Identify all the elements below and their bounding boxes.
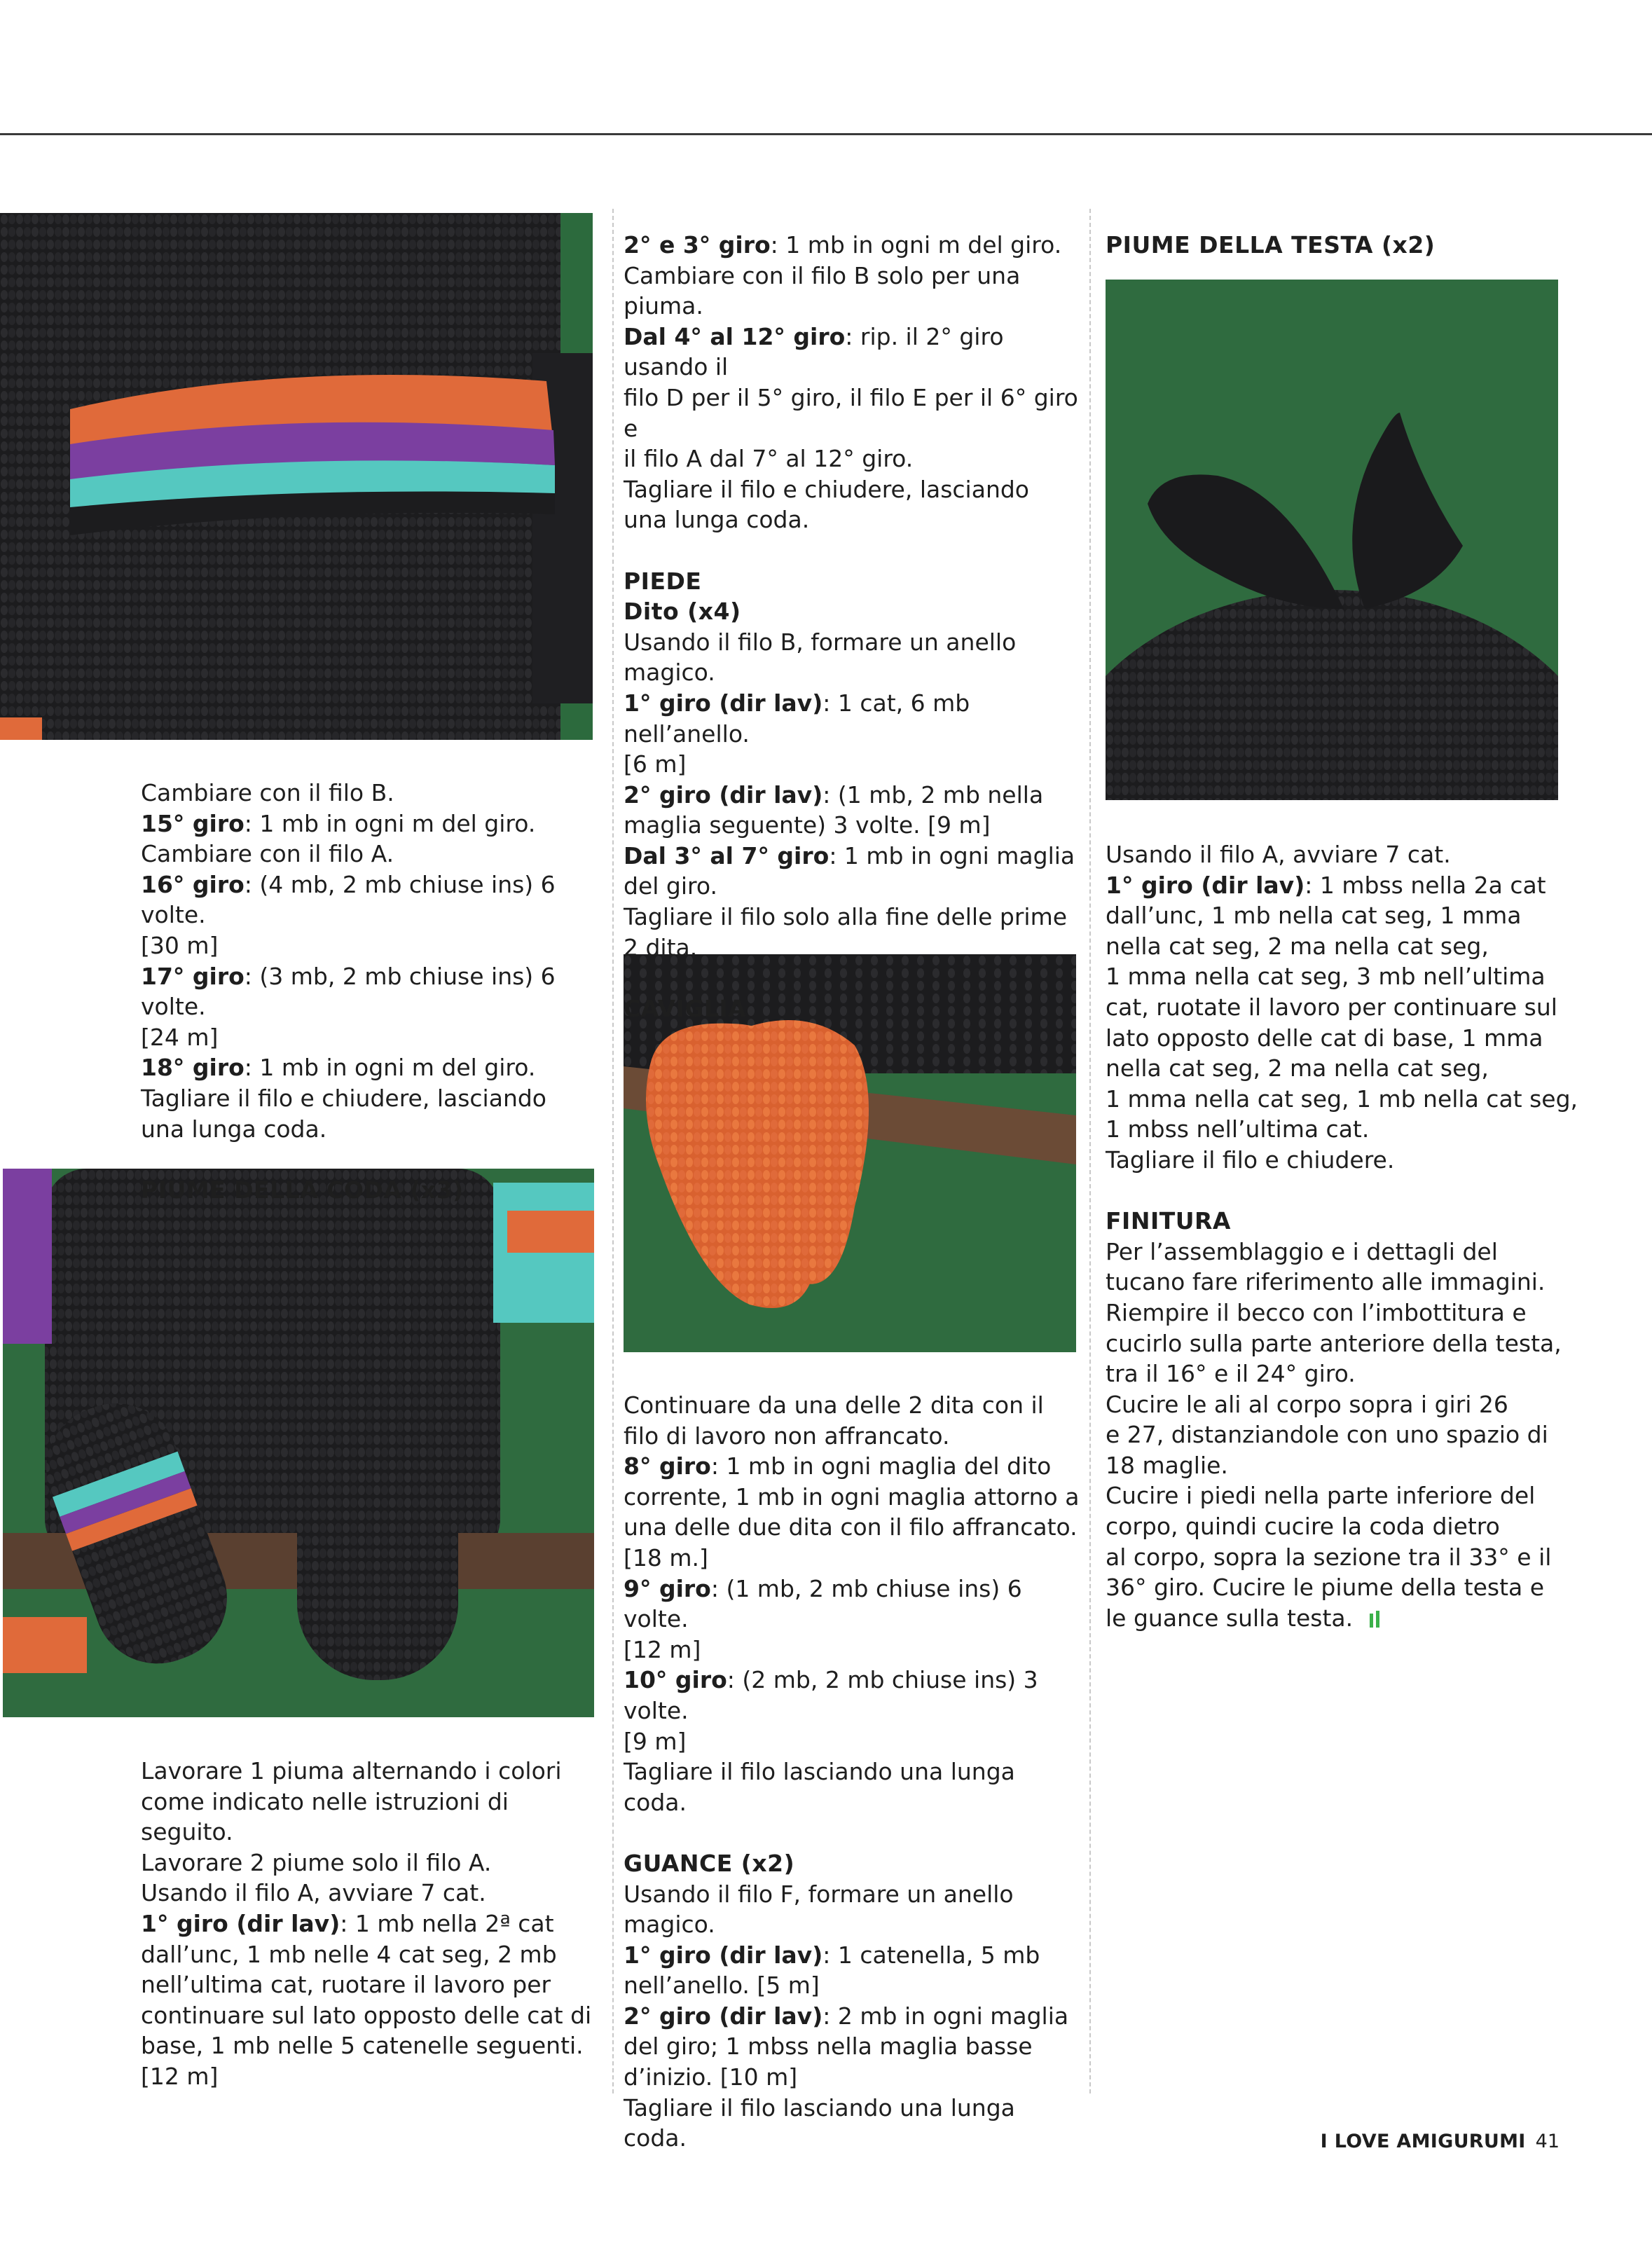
text-line: Tagliare il filo e chiudere. bbox=[1106, 1146, 1395, 1174]
text-line: [6 m] bbox=[624, 750, 687, 778]
text-line: lato opposto delle cat di base, 1 mma bbox=[1106, 1024, 1543, 1052]
text-line: cucirlo sulla parte anteriore della testa, bbox=[1106, 1329, 1562, 1357]
text-line: [24 m] bbox=[141, 1023, 219, 1051]
text-line: 2 dita. bbox=[624, 933, 698, 961]
text-line: le guance sulla testa. bbox=[1106, 1603, 1582, 1635]
section-heading-head-feathers: PIUME DELLA TESTA (x2) bbox=[1106, 231, 1436, 259]
text-line: magico. bbox=[624, 1911, 715, 1939]
text-line: Dal 4° al 12° giro: rip. il 2° giro usando il bbox=[624, 322, 1004, 381]
text-line: seguito. bbox=[141, 1818, 233, 1846]
text-line: tra il 16° e il 24° giro. bbox=[1106, 1360, 1356, 1388]
text-column-3 bbox=[1106, 839, 1582, 1635]
text-line: Cambiare con il filo A. bbox=[141, 840, 394, 868]
text-line: coda. bbox=[624, 1788, 687, 1816]
text-line: [12 m] bbox=[141, 2062, 219, 2090]
text-line: 17° giro: (3 mb, 2 mb chiuse ins) 6 volte. bbox=[141, 962, 556, 1021]
subheading-toe: Dito (x4) bbox=[624, 598, 741, 626]
section-heading-ankle: CAVIGLIA bbox=[624, 994, 747, 1022]
text-line: cat, ruotate il lavoro per continuare sul bbox=[1106, 993, 1557, 1021]
text-line: come indicato nelle istruzioni di bbox=[141, 1787, 509, 1815]
text-line: 1 mma nella cat seg, 1 mb nella cat seg, bbox=[1106, 1085, 1578, 1113]
section-heading-foot: PIEDE bbox=[624, 567, 702, 595]
text-line: Per l’assemblaggio e i dettagli del bbox=[1106, 1237, 1498, 1265]
text-column-2b bbox=[624, 1390, 1086, 2154]
text-line: 2° e 3° giro: 1 mb in ogni m del giro. bbox=[624, 231, 1062, 259]
text-column-1b bbox=[141, 1756, 603, 2092]
end-of-article-icon bbox=[1370, 1604, 1382, 1635]
text-line: 9° giro: (1 mb, 2 mb chiuse ins) 6 volte. bbox=[624, 1574, 1022, 1633]
text-line: magico. bbox=[624, 659, 715, 687]
text-line: e 27, distanziandole con uno spazio di bbox=[1106, 1421, 1548, 1449]
section-heading-finishing: FINITURA bbox=[1106, 1207, 1231, 1235]
text-line: filo di lavoro non affrancato. bbox=[624, 1422, 950, 1450]
text-line: nella cat seg, 2 ma nella cat seg, bbox=[1106, 932, 1489, 960]
text-line: Usando il filo F, formare un anello bbox=[624, 1880, 1014, 1908]
page-number: 41 bbox=[1535, 2131, 1560, 2152]
text-line: Usando il filo B, formare un anello bbox=[624, 628, 1017, 656]
text-line: Tagliare il filo e chiudere, lasciando bbox=[141, 1084, 546, 1112]
text-line: [12 m] bbox=[624, 1635, 701, 1663]
text-line: 10° giro: (2 mb, 2 mb chiuse ins) 3 volte. bbox=[624, 1666, 1038, 1724]
text-line: dall’unc, 1 mb nella cat seg, 1 mma bbox=[1106, 902, 1522, 930]
text-column-3-heading bbox=[1106, 230, 1568, 261]
text-line: una lunga coda. bbox=[141, 1115, 327, 1143]
text-line: 2° giro (dir lav): (1 mb, 2 mb nella bbox=[624, 780, 1044, 809]
page-footer bbox=[1321, 2130, 1560, 2154]
text-line: nell’anello. [5 m] bbox=[624, 1972, 820, 2000]
text-line: Tagliare il filo lasciando una lunga bbox=[624, 2093, 1015, 2121]
top-rule bbox=[0, 133, 1652, 135]
photo-tail bbox=[3, 1169, 594, 1717]
text-line: d’inizio. [10 m] bbox=[624, 2063, 798, 2091]
text-line: corpo, quindi cucire la coda dietro bbox=[1106, 1513, 1500, 1541]
text-line: Cucire le ali al corpo sopra i giri 26 bbox=[1106, 1390, 1508, 1418]
text-line: 16° giro: (4 mb, 2 mb chiuse ins) 6 volte. bbox=[141, 870, 556, 929]
text-line: [30 m] bbox=[141, 931, 219, 959]
column-divider bbox=[1089, 209, 1091, 2093]
text-line: 1 mbss nell’ultima cat. bbox=[1106, 1115, 1370, 1143]
text-line: Cambiare con il filo B solo per una bbox=[624, 261, 1021, 289]
text-line: nella cat seg, 2 ma nella cat seg, bbox=[1106, 1054, 1489, 1082]
text-line: piuma. bbox=[624, 292, 703, 320]
text-line: il filo A dal 7° al 12° giro. bbox=[624, 445, 914, 473]
text-line: [9 m] bbox=[624, 1727, 687, 1755]
text-line: Usando il filo A, avviare 7 cat. bbox=[141, 1879, 486, 1907]
text-line: corrente, 1 mb in ogni maglia attorno a bbox=[624, 1483, 1080, 1511]
text-line: 1° giro (dir lav): 1 cat, 6 mb nell’anello. bbox=[624, 689, 970, 748]
column-divider bbox=[612, 209, 614, 2093]
text-line: Tagliare il filo solo alla fine delle prime bbox=[624, 903, 1068, 931]
section-heading-cheeks: GUANCE (x2) bbox=[624, 1849, 795, 1877]
text-line: Cambiare con il filo B. bbox=[141, 779, 394, 806]
text-line: Dal 3° al 7° giro: 1 mb in ogni maglia bbox=[624, 841, 1075, 869]
text-line: Riempire il becco con l’imbottitura e bbox=[1106, 1298, 1527, 1326]
text-line: 1° giro (dir lav): 1 mbss nella 2a cat bbox=[1106, 871, 1546, 899]
text-column-2a bbox=[624, 230, 1086, 1024]
text-line: dall’unc, 1 mb nelle 4 cat seg, 2 mb bbox=[141, 1940, 557, 1968]
text-line: 15° giro: 1 mb in ogni m del giro. bbox=[141, 809, 536, 837]
text-line: 8° giro: 1 mb in ogni maglia del dito bbox=[624, 1452, 1052, 1480]
text-line: continuare sul lato opposto delle cat di bbox=[141, 2001, 592, 2029]
text-line: una delle due dita con il filo affrancato. bbox=[624, 1513, 1078, 1541]
magazine-name: I LOVE AMIGURUMI bbox=[1320, 2131, 1526, 2152]
section-heading-tail-feathers: PIUME DELLA CODA (x3) bbox=[141, 1176, 464, 1204]
text-line: Lavorare 1 piuma alternando i colori bbox=[141, 1757, 562, 1784]
text-line: 1° giro (dir lav): 1 mb nella 2ª cat bbox=[141, 1909, 554, 1937]
text-line: 36° giro. Cucire le piume della testa e bbox=[1106, 1574, 1545, 1602]
text-line: 1° giro (dir lav): 1 catenella, 5 mb bbox=[624, 1941, 1040, 1969]
text-line: coda. bbox=[624, 2124, 687, 2152]
text-line: tucano fare riferimento alle immagini. bbox=[1106, 1268, 1546, 1296]
text-line: 2° giro (dir lav): 2 mb in ogni maglia bbox=[624, 2002, 1069, 2030]
photo-head-feathers bbox=[1106, 280, 1558, 800]
text-line: una lunga coda. bbox=[624, 506, 810, 534]
text-line: Continuare da una delle 2 dita con il bbox=[624, 1391, 1044, 1419]
photo-body-stripes bbox=[0, 213, 593, 740]
text-line: Tagliare il filo lasciando una lunga bbox=[624, 1758, 1015, 1786]
text-line: del giro; 1 mbss nella maglia basse bbox=[624, 2033, 1033, 2061]
text-line: Lavorare 2 piume solo il filo A. bbox=[141, 1848, 492, 1876]
text-line: Tagliare il filo e chiudere, lasciando bbox=[624, 475, 1029, 503]
text-line: 18° giro: 1 mb in ogni m del giro. bbox=[141, 1054, 536, 1082]
text-line: base, 1 mb nelle 5 catenelle seguenti. bbox=[141, 2032, 584, 2060]
text-line: filo D per il 5° giro, il filo E per il 6° giro e bbox=[624, 383, 1078, 442]
text-line: al corpo, sopra la sezione tra il 33° e il bbox=[1106, 1543, 1552, 1571]
text-line: Usando il filo A, avviare 7 cat. bbox=[1106, 841, 1451, 868]
text-line: 1 mma nella cat seg, 3 mb nell’ultima bbox=[1106, 963, 1546, 991]
text-line: [18 m.] bbox=[624, 1543, 708, 1572]
text-line: maglia seguente) 3 volte. [9 m] bbox=[624, 811, 991, 839]
text-line: del giro. bbox=[624, 872, 717, 900]
text-line: Cucire i piedi nella parte inferiore del bbox=[1106, 1482, 1536, 1510]
text-column-1a bbox=[141, 778, 603, 1205]
text-line: 18 maglie. bbox=[1106, 1451, 1228, 1479]
text-line: nell’ultima cat, ruotare il lavoro per bbox=[141, 1971, 551, 1999]
